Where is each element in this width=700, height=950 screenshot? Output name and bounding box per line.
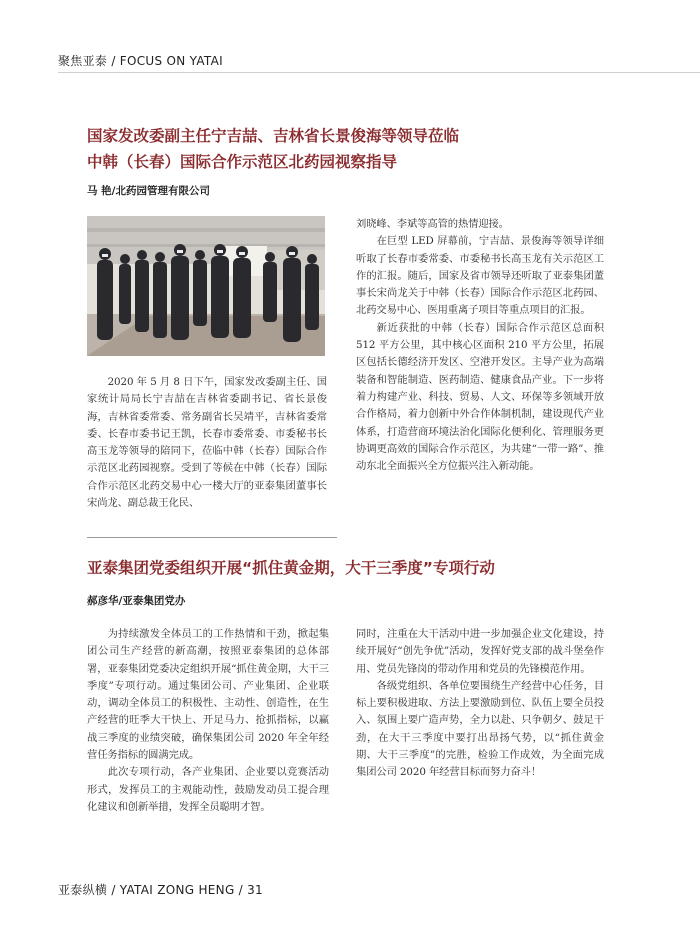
article1-col2-paragraph-2: 新近获批的中韩（长春）国际合作示范区总面积 512 平方公里，其中核心区面积 210 平方公里，拓展区包括长德经济开发区、空港开发区。主导产业为高端装备和智能制造、医药制造、健康食品产业。下一步将着力构建产业、科技、贸易、人文、环保等多领域开放合作格局，着力创新中外合作体制机制，建设现代产业体系，打造营商环境法治化国际化便利化、管理服务更协调更高效的国际合作示范区，为共建“一带一路”、推动东北全面振兴全方位振兴注入新动能。 xyxy=(356,321,604,473)
article2-title: 亚泰集团党委组织开展“抓住黄金期，大干三季度”专项行动 xyxy=(87,559,495,577)
header-rule xyxy=(58,72,700,73)
section-divider xyxy=(87,537,337,538)
article1-title-line2: 中韩（长春）国际合作示范区北药园视察指导 xyxy=(87,153,398,171)
article1-col2-continuation: 刘晓峰、李斌等高管的热情迎接。 xyxy=(356,218,509,230)
inspection-photo xyxy=(87,216,325,356)
article1-column1 xyxy=(87,374,327,512)
article2-col1-paragraph-2: 此次专项行动，各产业集团、企业要以竞赛活动形式，发挥员工的主观能动性，鼓励发动员工提合理化建议和创新举措，发挥全员聪明才智。 xyxy=(87,766,329,813)
article2-column2 xyxy=(356,626,604,782)
article1-col1-paragraph: 2020 年 5 月 8 日下午，国家发改委副主任、国家统计局局长宁吉喆在吉林省委副书记、省长景俊海，吉林省委常委、常务副省长吴靖平，吉林省委常委、长春市委书记王凯，长春市委常委、市委秘书长高玉龙等领导的陪同下，莅临中韩（长春）国际合作示范区北药园视察。受到了等候在中韩（长春）国际合作示范区北药交易中心一楼大厅的亚泰集团董事长宋尚龙、副总裁王化民、 xyxy=(87,376,327,510)
article2-col1-paragraph-1: 为持续激发全体员工的工作热情和干劲，掀起集团公司生产经营的新高潮，按照亚泰集团的总体部署，亚泰集团党委决定组织开展“抓住黄金期，大干三季度”专项行动。通过集团公司、产业集团、企业联动，调动全体员工的积极性、主动性、创造性，在生产经营的旺季大干快上、开足马力、抢抓指标，以赢战三季度的业绩突破，确保集团公司 2020 年全年经营任务指标的圆满完成。 xyxy=(87,628,329,762)
article2-byline: 郝彦华/亚泰集团党办 xyxy=(87,595,186,607)
article2-col2-paragraph-1: 各级党组织、各单位要围绕生产经营中心任务，目标上要积极进取、方法上要激励到位、队伍上要全员投入、氛围上要广造声势，全力以赴、只争朝夕、鼓足干劲，在大干三季度中要打出昂扬气势，以“抓住黄金期、大干三季度”的完胜，检验工作成效，为全面完成集团公司 2020 年经营目标而努力奋斗！ xyxy=(356,679,604,779)
article1-column2 xyxy=(356,216,604,475)
article1-byline: 马 艳/北药园管理有限公司 xyxy=(87,185,210,197)
article2-col2-continuation: 同时，注重在大干活动中进一步加强企业文化建设，持续开展好“创先争优”活动，发挥好党支部的战斗堡垒作用、党员先锋岗的带动作用和党员的先锋模范作用。 xyxy=(356,628,604,675)
article1-title-line1: 国家发改委副主任宁吉喆、吉林省长景俊海等领导莅临 xyxy=(87,127,460,145)
running-header: 聚焦亚泰 / FOCUS ON YATAI xyxy=(58,54,223,68)
page-footer: 亚泰纵横 / YATAI ZONG HENG / 31 xyxy=(58,883,263,897)
inspection-photo-illustration xyxy=(87,216,325,356)
article2-column1 xyxy=(87,626,329,816)
article1-col2-paragraph-1: 在巨型 LED 屏幕前，宁吉喆、景俊海等领导详细听取了长春市委常委、市委秘书长高玉龙有关示范区工作的汇报。随后，国家及省市领导还听取了亚泰集团董事长宋尚龙关于中韩（长春）国际合作示范区北药园、北药交易中心、医用重离子项目等重点项目的汇报。 xyxy=(356,235,604,317)
